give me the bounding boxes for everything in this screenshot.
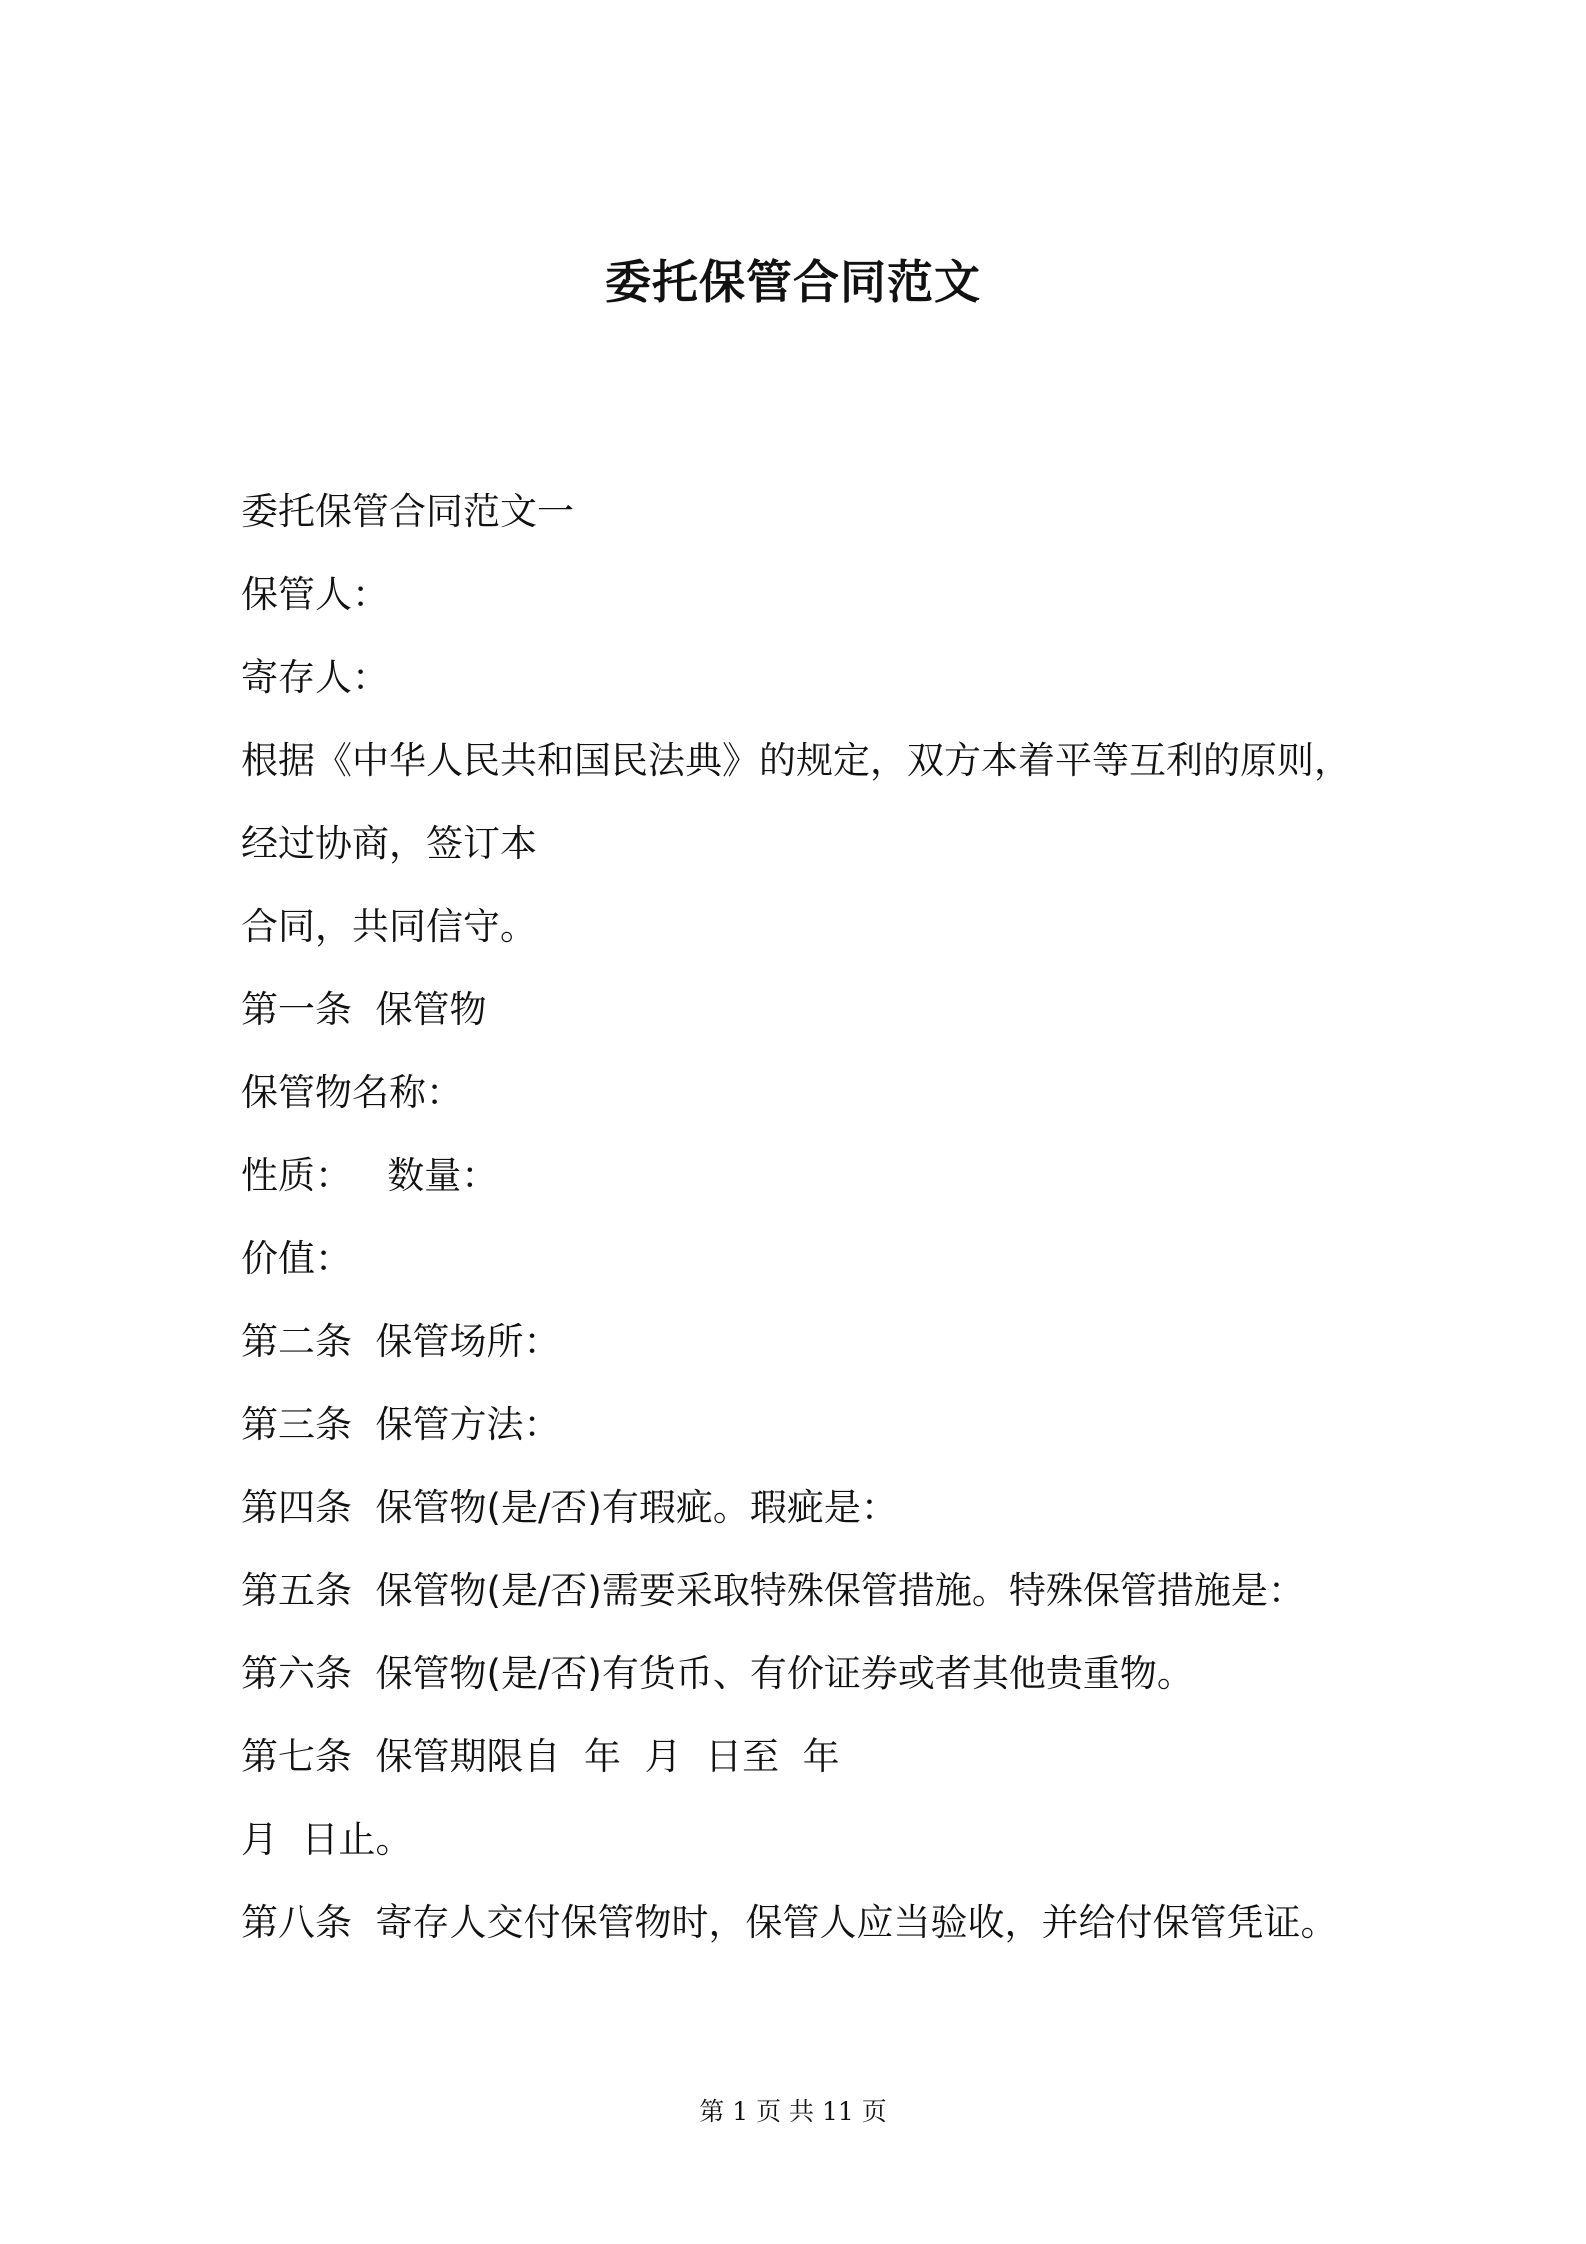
- article-4: 第四条 保管物(是/否)有瑕疵。瑕疵是：: [241, 1486, 898, 1529]
- article-6: 第六条 保管物(是/否)有货币、有价证券或者其他贵重物。: [241, 1652, 1194, 1695]
- article-8: 第八条 寄存人交付保管物时，保管人应当验收，并给付保管凭证。: [241, 1901, 1338, 1944]
- preamble-line-3: 合同，共同信守。: [241, 905, 537, 948]
- item-name-field: 保管物名称：: [241, 1071, 463, 1114]
- article-7-line-2: 月 日止。: [241, 1818, 413, 1861]
- article-1-heading: 第一条 保管物: [241, 988, 487, 1031]
- article-7-line-1: 第七条 保管期限自 年 月 日至 年: [241, 1735, 840, 1778]
- custodian-field: 保管人：: [241, 573, 389, 616]
- article-2: 第二条 保管场所：: [241, 1320, 561, 1363]
- document-title: 委托保管合同范文: [605, 255, 981, 309]
- preamble-line-2: 经过协商，签订本: [241, 822, 537, 865]
- article-3: 第三条 保管方法：: [241, 1403, 561, 1446]
- nature-quantity-field: 性质： 数量：: [241, 1154, 499, 1197]
- preamble-line-1: 根据《中华人民共和国民法典》的规定，双方本着平等互利的原则，: [241, 739, 1351, 782]
- page-footer: 第 1 页 共 11 页: [699, 2097, 887, 2126]
- article-5: 第五条 保管物(是/否)需要采取特殊保管措施。特殊保管措施是：: [241, 1569, 1305, 1612]
- value-field: 价值：: [241, 1237, 352, 1280]
- depositor-field: 寄存人：: [241, 656, 389, 699]
- section-heading: 委托保管合同范文一: [241, 490, 574, 533]
